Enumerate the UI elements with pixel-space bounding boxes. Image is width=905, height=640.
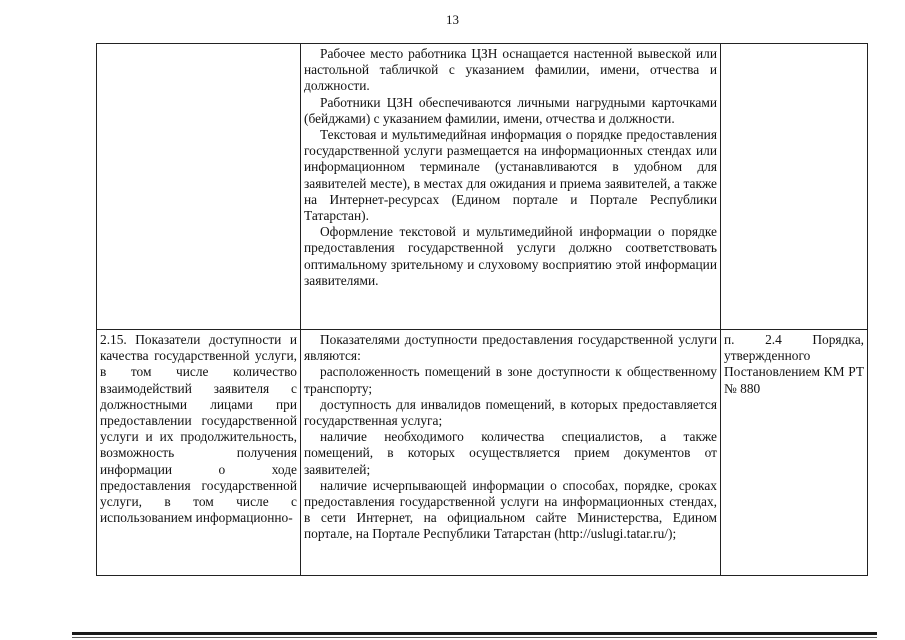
row-1-paragraph: Текстовая и мультимедийная информация о порядке предоставления государственной услуги размещается на информационных стендах или информационном терминале (устанавливаются в удобном для заявителей месте), в местах для ожидания и приема заявителей, а также на Интернет-ресурсах (Едином портале и Портале Республики Татарстан). [304, 127, 717, 224]
regulation-table [96, 43, 868, 576]
row-2-paragraph: доступность для инвалидов помещений, в которых предоставляется государственная услуга; [304, 396, 717, 429]
row-2-paragraph: расположенность помещений в зоне доступности к общественному транспорту; [304, 364, 717, 396]
row-1-paragraph: Рабочее место работника ЦЗН оснащается настенной вывеской или настольной табличкой с указанием фамилии, имени, отчества и должности. [304, 46, 717, 94]
row-2-paragraph: наличие исчерпывающей информации о способах, порядке, сроках предоставления государственной услуги на информационных стендах, в сети Интернет, на официальном сайте Министерства, Едином портале, на Портале Республики Татарстан (http://uslugi.tatar.ru/); [304, 477, 717, 542]
row-1-paragraph: Оформление текстовой и мультимедийной информации о порядке предоставления государственной услуги должно соответствовать оптимальному зрительному и слуховому восприятию этой информации заявителями. [304, 224, 717, 288]
row-1-middle-cell [301, 44, 721, 330]
row-2-middle-cell [301, 330, 721, 576]
row-1-right-cell [721, 44, 868, 330]
footer-rule-thin [72, 637, 877, 638]
row-1-left-cell [97, 44, 301, 330]
row-2-right-text: п. 2.4 Порядка, утвержденного Постановлением КМ РТ № 880 [724, 332, 864, 396]
row-1-paragraph: Работники ЦЗН обеспечиваются личными нагрудными карточками (бейджами) с указанием фамилии, имени, отчества и должности. [304, 94, 717, 126]
table-row [97, 44, 868, 330]
row-2-paragraph: Показателями доступности предоставления государственной услуги являются: [304, 332, 717, 364]
row-2-paragraph: наличие необходимого количества специалистов, а также помещений, в которых осуществляется прием документов от заявителей; [304, 429, 717, 477]
row-2-left-text: 2.15. Показатели доступности и качества государственной услуги, в том числе количество взаимодействий заявителя с должностными лицами при предоставлении государственной услуги и их продолжительность, возможность получения информации о ходе предоставления государственной услуги, в том числе с использованием информационно- [100, 332, 297, 526]
page-number: 13 [446, 12, 459, 27]
row-2-right-cell [721, 330, 868, 576]
footer-rule [72, 632, 877, 635]
table-row [97, 330, 868, 576]
row-2-left-cell [97, 330, 301, 576]
